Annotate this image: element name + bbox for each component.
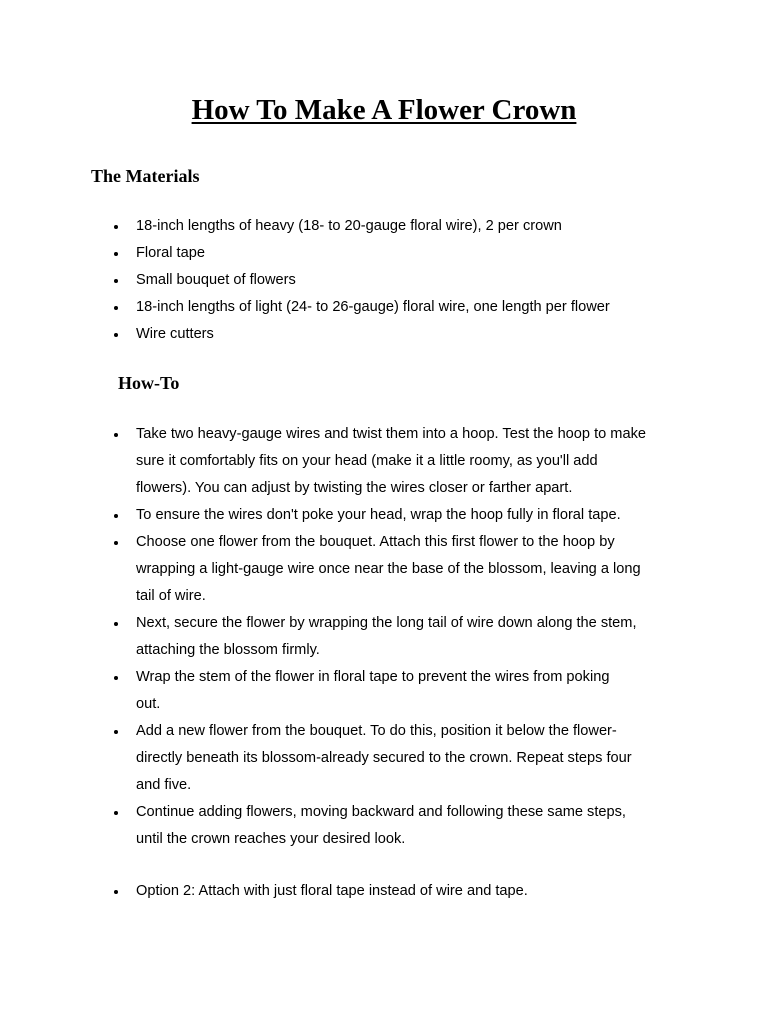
step-line: until the crown reaches your desired look. bbox=[136, 831, 406, 847]
list-item: Small bouquet of flowers bbox=[0, 267, 610, 294]
list-item: 18-inch lengths of light (24- to 26-gauge) floral wire, one length per flower bbox=[0, 294, 610, 321]
step-item bbox=[0, 664, 646, 718]
page-title: How To Make A Flower Crown bbox=[191, 94, 577, 126]
step-line: and five. bbox=[136, 777, 192, 793]
step-line: Next, secure the flower by wrapping the long tail of wire down along the stem, bbox=[136, 615, 637, 631]
step-line: tail of wire. bbox=[136, 588, 206, 604]
list-item: Floral tape bbox=[0, 240, 610, 267]
step-line: attaching the blossom firmly. bbox=[136, 642, 320, 658]
step-item bbox=[0, 610, 646, 664]
step-line: Add a new flower from the bouquet. To do this, position it below the flower- bbox=[136, 723, 617, 739]
howto-list bbox=[0, 421, 646, 905]
step-line: sure it comfortably fits on your head (make it a little roomy, as you'll add bbox=[136, 453, 598, 469]
step-line: wrapping a light-gauge wire once near the base of the blossom, leaving a long bbox=[136, 561, 641, 577]
step-line: directly beneath its blossom-already secured to the crown. Repeat steps four bbox=[136, 750, 632, 766]
option-item: Option 2: Attach with just floral tape instead of wire and tape. bbox=[0, 878, 646, 905]
materials-heading: The Materials bbox=[91, 166, 200, 186]
materials-list bbox=[0, 213, 610, 348]
step-item bbox=[0, 799, 646, 853]
step-line: Continue adding flowers, moving backward and following these same steps, bbox=[136, 804, 626, 820]
step-line: Take two heavy-gauge wires and twist them into a hoop. Test the hoop to make bbox=[136, 426, 646, 442]
step-line: out. bbox=[136, 696, 161, 712]
list-item: 18-inch lengths of heavy (18- to 20-gauge floral wire), 2 per crown bbox=[0, 213, 610, 240]
step-item bbox=[0, 421, 646, 502]
step-line: To ensure the wires don't poke your head, wrap the hoop fully in floral tape. bbox=[136, 507, 621, 523]
step-line: flowers). You can adjust by twisting the wires closer or farther apart. bbox=[136, 480, 573, 496]
step-item bbox=[0, 502, 646, 529]
step-line: Wrap the stem of the flower in floral tape to prevent the wires from poking bbox=[136, 669, 610, 685]
step-item bbox=[0, 529, 646, 610]
step-item bbox=[0, 718, 646, 799]
howto-heading: How-To bbox=[118, 373, 180, 393]
step-line: Choose one flower from the bouquet. Attach this first flower to the hoop by bbox=[136, 534, 615, 550]
list-item: Wire cutters bbox=[0, 321, 610, 348]
